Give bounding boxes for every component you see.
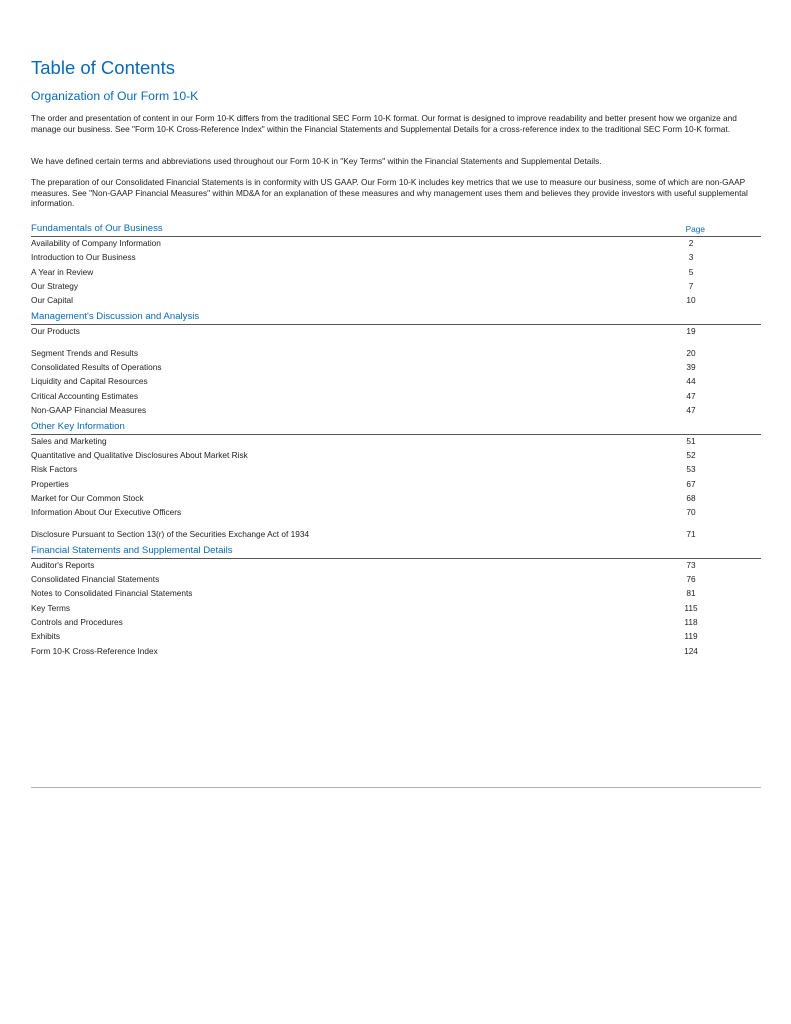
toc-entry-name[interactable]: Consolidated Results of Operations — [31, 361, 162, 372]
toc-entry-name[interactable]: Key Terms — [31, 602, 71, 613]
toc-entry-name[interactable]: Risk Factors — [31, 464, 78, 475]
toc-entry[interactable] — [31, 572, 761, 586]
toc-entry-name[interactable]: Form 10-K Cross-Reference Index — [31, 645, 158, 656]
toc-entry-page: 119 — [684, 631, 698, 642]
toc-entry-name[interactable]: Sales and Marketing — [31, 435, 107, 446]
toc-entry-name[interactable]: Controls and Procedures — [31, 617, 123, 628]
toc-entry-page: 44 — [686, 376, 696, 387]
toc-entry-name[interactable]: Consolidated Financial Statements — [31, 574, 160, 585]
toc-entry-name[interactable]: Introduction to Our Business — [31, 252, 136, 263]
toc-entry-page: 7 — [688, 280, 694, 291]
toc-entry[interactable] — [31, 629, 761, 643]
page-column-header: Page — [685, 224, 705, 234]
toc-section-title[interactable]: Fundamentals of Our Business — [31, 223, 163, 234]
toc-entry-page: 20 — [686, 347, 696, 358]
section-subtitle: Organization of Our Form 10-K — [31, 89, 199, 103]
toc-entry-page: 70 — [686, 507, 696, 518]
toc-section-header — [31, 311, 761, 325]
toc-entry[interactable] — [31, 435, 761, 448]
toc-entry-page: 2 — [688, 238, 694, 248]
toc-entry[interactable] — [31, 403, 761, 417]
toc-entry-page: 47 — [686, 390, 696, 401]
table-of-contents — [31, 223, 761, 658]
toc-entry[interactable] — [31, 491, 761, 505]
toc-entry-page: 3 — [688, 252, 694, 263]
intro-paragraph-3: The preparation of our Consolidated Financial Statements is in conformity with US GAAP. Our Form 10-K includes key metrics that we use to measure our business, some of which are non-GAAP measures. See "Non-GAAP Financial Measures" within MD&A for an explanation of these measures and why management uses them and believes they provide investors with useful supplemental information. — [31, 177, 748, 209]
toc-entry[interactable] — [31, 237, 761, 250]
toc-entry-page: 39 — [686, 361, 696, 372]
toc-entry-page: 47 — [686, 404, 696, 415]
toc-entry-name[interactable]: Properties — [31, 478, 69, 489]
toc-entry[interactable] — [31, 476, 761, 490]
toc-entry-page: 73 — [686, 559, 696, 570]
toc-entry[interactable] — [31, 264, 761, 278]
toc-entry-name[interactable]: Segment Trends and Results — [31, 347, 138, 358]
toc-entry-page: 52 — [686, 450, 696, 461]
toc-entry[interactable] — [31, 643, 761, 657]
toc-entry-page: 71 — [686, 528, 696, 539]
toc-entry-name[interactable]: Market for Our Common Stock — [31, 493, 144, 504]
toc-entry-name[interactable]: Auditor's Reports — [31, 559, 95, 570]
toc-section-title[interactable]: Financial Statements and Supplemental Details — [31, 544, 233, 556]
toc-entry-name[interactable]: Quantitative and Qualitative Disclosures About Market Risk — [31, 450, 248, 461]
toc-entry-page: 68 — [686, 493, 696, 504]
toc-entry-name[interactable]: Exhibits — [31, 631, 61, 642]
toc-entry[interactable] — [31, 448, 761, 462]
toc-entry-name[interactable]: A Year in Review — [31, 266, 94, 277]
toc-entry[interactable] — [31, 293, 761, 307]
toc-entry[interactable] — [31, 600, 761, 614]
toc-entry[interactable] — [31, 559, 761, 572]
toc-entry-page: 19 — [686, 326, 696, 337]
toc-entry-name[interactable]: Disclosure Pursuant to Section 13(r) of the Securities Exchange Act of 1934 — [31, 528, 310, 539]
toc-entry[interactable] — [31, 374, 761, 388]
toc-entry[interactable] — [31, 325, 761, 338]
toc-entry-page: 76 — [686, 574, 696, 585]
toc-section-header — [31, 223, 761, 237]
toc-entry-name[interactable]: Critical Accounting Estimates — [31, 390, 138, 401]
intro-paragraph-2: We have defined certain terms and abbreviations used throughout our Form 10-K in "Key Terms" within the Financial Statements and Supplemental Details. — [31, 156, 602, 166]
toc-entry-name[interactable]: Our Strategy — [31, 280, 79, 291]
toc-entry[interactable] — [31, 279, 761, 293]
toc-entry[interactable] — [31, 388, 761, 402]
toc-entry[interactable] — [31, 360, 761, 374]
toc-entry-name[interactable]: Our Capital — [31, 295, 73, 306]
toc-entry-page: 124 — [684, 645, 698, 656]
toc-section-header — [31, 545, 761, 559]
toc-entry-page: 115 — [684, 602, 698, 613]
toc-section-financial-statements — [31, 545, 761, 658]
toc-entry-page: 10 — [686, 295, 696, 306]
page-title: Table of Contents — [31, 57, 175, 78]
toc-entry-name[interactable]: Non-GAAP Financial Measures — [31, 404, 147, 415]
toc-entry-name[interactable]: Our Products — [31, 326, 80, 337]
toc-entry-page: 53 — [686, 464, 696, 475]
footer-divider — [31, 787, 761, 788]
toc-section-title[interactable]: Other Key Information — [31, 420, 125, 432]
toc-section-title[interactable]: Management's Discussion and Analysis — [31, 311, 200, 323]
toc-entry[interactable] — [31, 586, 761, 600]
toc-entry-name[interactable]: Liquidity and Capital Resources — [31, 376, 148, 387]
toc-entry-name[interactable]: Information About Our Executive Officers — [31, 507, 182, 518]
toc-entry[interactable] — [31, 615, 761, 629]
intro-paragraph-1: The order and presentation of content in our Form 10-K differs from the traditional SEC Form 10-K format. Our format is designed to improve readability and better present how we organize and manage our business. See "Form 10-K Cross-Reference Index" within the Financial Statements and Supplemental Details for a cross-reference index to the traditional SEC Form 10-K format. — [31, 113, 737, 134]
toc-entry-name[interactable]: Availability of Company Information — [31, 238, 161, 248]
toc-entry-page: 67 — [686, 478, 696, 489]
toc-section-header — [31, 421, 761, 435]
toc-entry-page: 81 — [686, 588, 696, 599]
toc-entry-name[interactable]: Notes to Consolidated Financial Statements — [31, 588, 193, 599]
toc-entry[interactable] — [31, 505, 761, 519]
toc-section-other-key-info — [31, 421, 761, 541]
toc-entry[interactable] — [31, 519, 761, 541]
toc-entry-page: 51 — [686, 435, 696, 446]
toc-entry[interactable] — [31, 462, 761, 476]
toc-entry[interactable] — [31, 338, 761, 360]
toc-entry[interactable] — [31, 250, 761, 264]
toc-entry-page: 5 — [688, 266, 694, 277]
toc-entry-page: 118 — [684, 617, 698, 628]
toc-section-mdna — [31, 311, 761, 417]
toc-section-fundamentals — [31, 223, 761, 307]
